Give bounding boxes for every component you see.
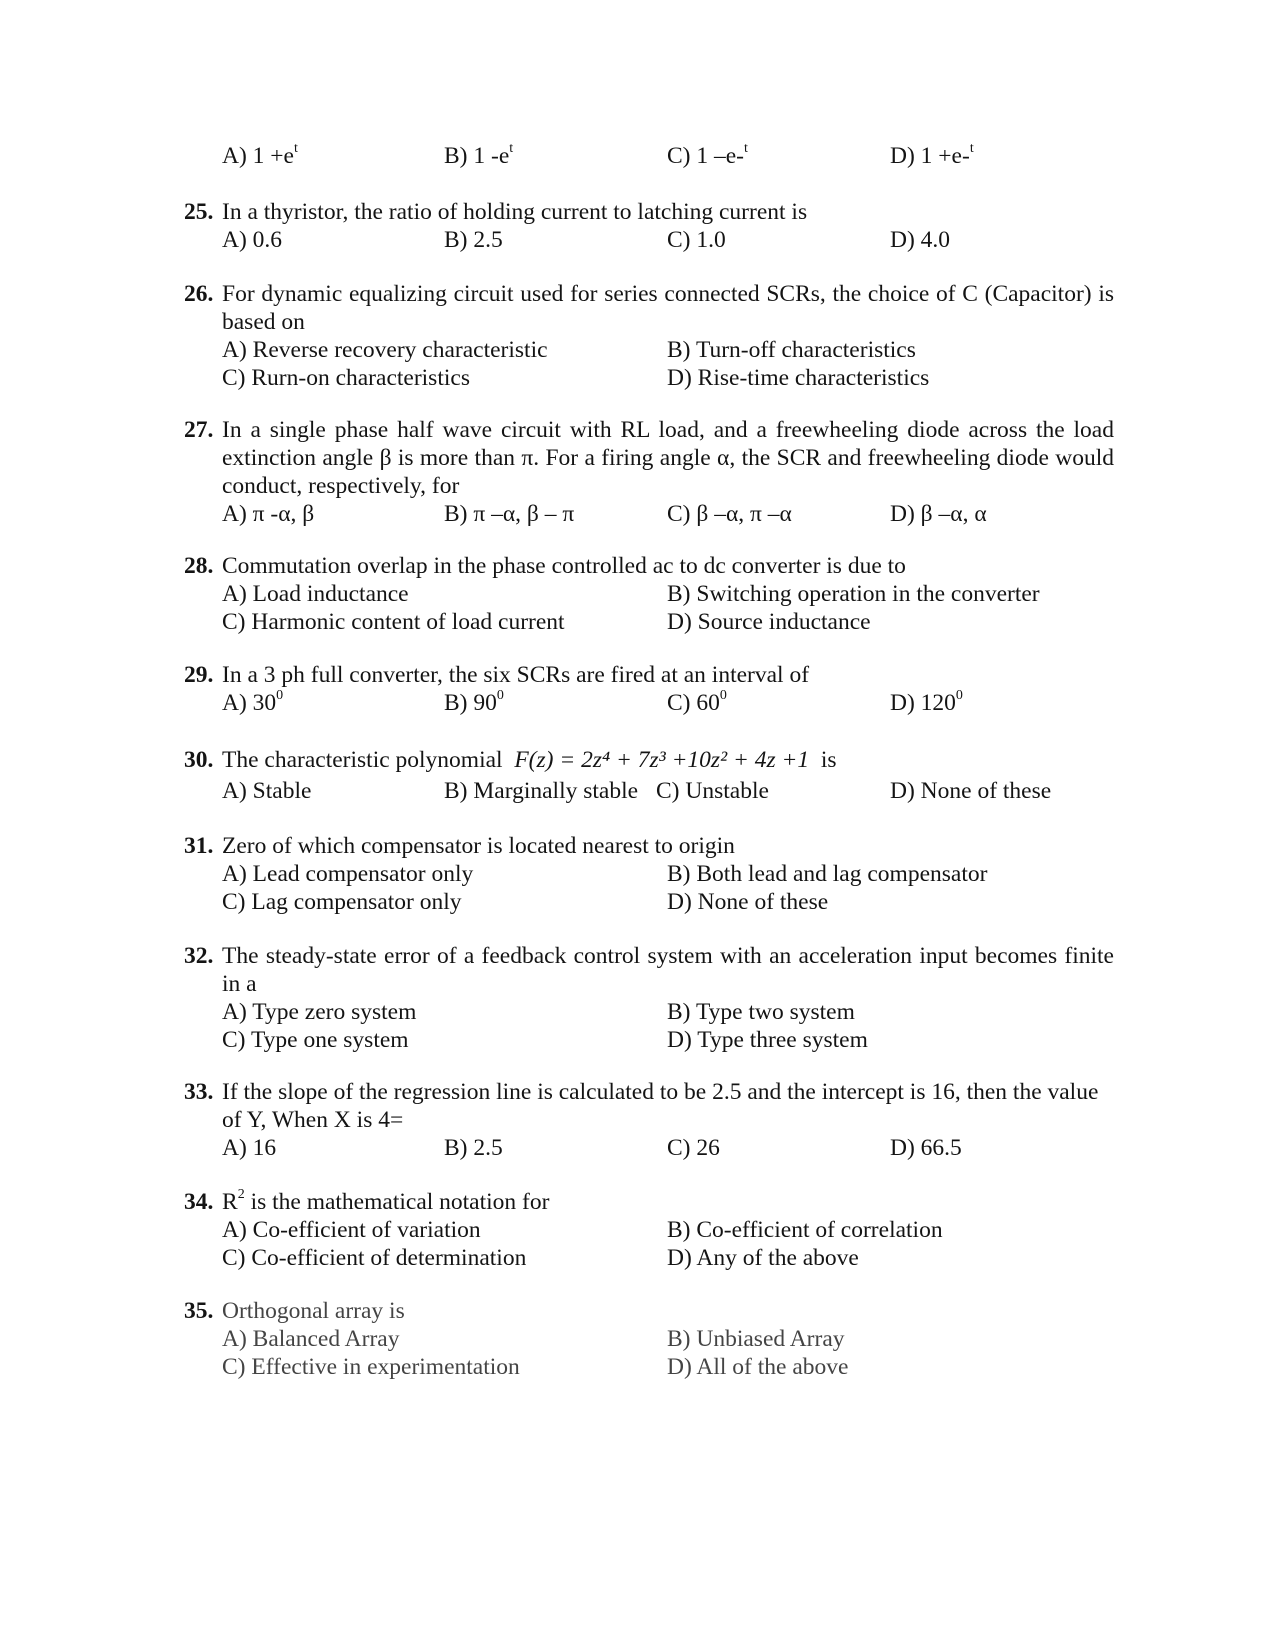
option-c: C) $60^0$ <box>667 688 727 716</box>
question-number: 30. <box>184 747 214 773</box>
question-number: 33. <box>184 1079 214 1105</box>
question-text: Commutation overlap in the phase controlled ac to dc converter is due to <box>222 553 906 579</box>
question-33 <box>184 1078 1114 1162</box>
question-number: 31. <box>184 833 214 859</box>
question-text: In a 3 ph full converter, the six SCRs are fired at an interval of <box>222 662 810 688</box>
option-c: C) 1 –e-$^t$ <box>667 141 748 169</box>
option-a: A) Load inductance <box>222 581 409 607</box>
option-d: D) Source inductance <box>667 609 871 635</box>
question-35 <box>184 1297 1114 1381</box>
option-d: D) Type three system <box>667 1027 868 1053</box>
option-c: C) Effective in experimentation <box>222 1354 520 1380</box>
option-b: B) Unbiased Array <box>667 1326 845 1352</box>
question-text: Zero of which compensator is located nearest to origin <box>222 833 735 859</box>
question-34 <box>184 1188 1114 1272</box>
question-text: $R^2$ is the mathematical notation for <box>222 1187 550 1215</box>
option-d: D) 4.0 <box>890 227 951 253</box>
question-text: In a single phase half wave circuit with RL load, and a freewheeling diode across the load extinction angle β is more than π. For a firing angle α, the SCR and freewheeling diode would conduct, respectively, for <box>222 417 1114 499</box>
option-d: D) β –α, α <box>890 501 987 527</box>
option-b: B) Turn-off characteristics <box>667 337 916 363</box>
option-d: D) 66.5 <box>890 1135 962 1161</box>
question-30 <box>184 746 1114 805</box>
option-a: A) 16 <box>222 1135 277 1161</box>
option-b: B) Both lead and lag compensator <box>667 861 988 887</box>
option-a: A) 0.6 <box>222 227 283 253</box>
option-c: C) 26 <box>667 1135 720 1161</box>
question-text: In a thyristor, the ratio of holding current to latching current is <box>222 199 808 225</box>
option-a: A) $30^0$ <box>222 688 284 716</box>
option-c: C) Harmonic content of load current <box>222 609 565 635</box>
question-number: 29. <box>184 662 214 688</box>
question-28 <box>184 552 1114 636</box>
option-d: D) $120^0$ <box>890 688 963 716</box>
option-c: C) β –α, π –α <box>667 501 792 527</box>
option-d: D) All of the above <box>667 1354 849 1380</box>
option-b: B) 2.5 <box>444 1135 503 1161</box>
question-25 <box>184 198 1114 254</box>
question-text: Orthogonal array is <box>222 1298 405 1324</box>
option-d: D) 1 +e-$^t$ <box>890 141 974 169</box>
option-a: A) $1 +e^t$ <box>222 141 298 169</box>
option-c: C) Rurn-on characteristics <box>222 365 470 391</box>
question-number: 32. <box>184 943 214 969</box>
option-a: A) π -α, β <box>222 501 315 527</box>
question-text: The steady-state error of a feedback control system with an acceleration input becomes finite in a <box>222 943 1114 997</box>
option-a: A) Stable <box>222 778 312 804</box>
question-number: 28. <box>184 553 214 579</box>
option-a: A) Reverse recovery characteristic <box>222 337 548 363</box>
option-b: B) Type two system <box>667 999 855 1025</box>
option-b: B) π –α, β – π <box>444 501 575 527</box>
option-d: D) Rise-time characteristics <box>667 365 930 391</box>
question-number: 26. <box>184 281 214 307</box>
question-number: 35. <box>184 1298 214 1324</box>
option-b: B) 2.5 <box>444 227 503 253</box>
option-a: A) Balanced Array <box>222 1326 400 1352</box>
option-b: B) 1 $-e^t$ <box>444 141 514 169</box>
option-b: B) Switching operation in the converter <box>667 581 1040 607</box>
option-d: D) None of these <box>667 889 829 915</box>
question-29 <box>184 661 1114 717</box>
option-b: B) Marginally stable <box>444 778 639 804</box>
option-c: C) Unstable <box>656 778 769 804</box>
option-d: D) None of these <box>890 778 1052 804</box>
question-text: For dynamic equalizing circuit used for series connected SCRs, the choice of C (Capacitor) is based on <box>222 281 1114 335</box>
question-24-options <box>184 142 1114 170</box>
question-26 <box>184 280 1114 392</box>
option-d: D) Any of the above <box>667 1245 859 1271</box>
option-a: A) Co-efficient of variation <box>222 1217 481 1243</box>
polynomial-formula: F(z) = 2z⁴ + 7z³ +10z² + 4z +1 <box>514 747 810 773</box>
option-c: C) Type one system <box>222 1027 409 1053</box>
option-c: C) 1.0 <box>667 227 726 253</box>
option-a: A) Type zero system <box>222 999 417 1025</box>
question-text: The characteristic polynomial F(z) = 2z⁴ + 7z³ +10z² + 4z +1 is <box>222 747 837 773</box>
option-c: C) Co-efficient of determination <box>222 1245 527 1271</box>
option-a: A) Lead compensator only <box>222 861 474 887</box>
option-c: C) Lag compensator only <box>222 889 462 915</box>
question-31 <box>184 832 1114 916</box>
option-b: B) Co-efficient of correlation <box>667 1217 943 1243</box>
question-27 <box>184 416 1114 528</box>
question-number: 34. <box>184 1189 214 1215</box>
question-number: 27. <box>184 417 214 443</box>
question-text: If the slope of the regression line is calculated to be 2.5 and the intercept is 16, then the value of Y, When X is 4= <box>222 1079 1099 1133</box>
question-32 <box>184 942 1114 1054</box>
option-b: B) $90^0$ <box>444 688 504 716</box>
question-number: 25. <box>184 199 214 225</box>
